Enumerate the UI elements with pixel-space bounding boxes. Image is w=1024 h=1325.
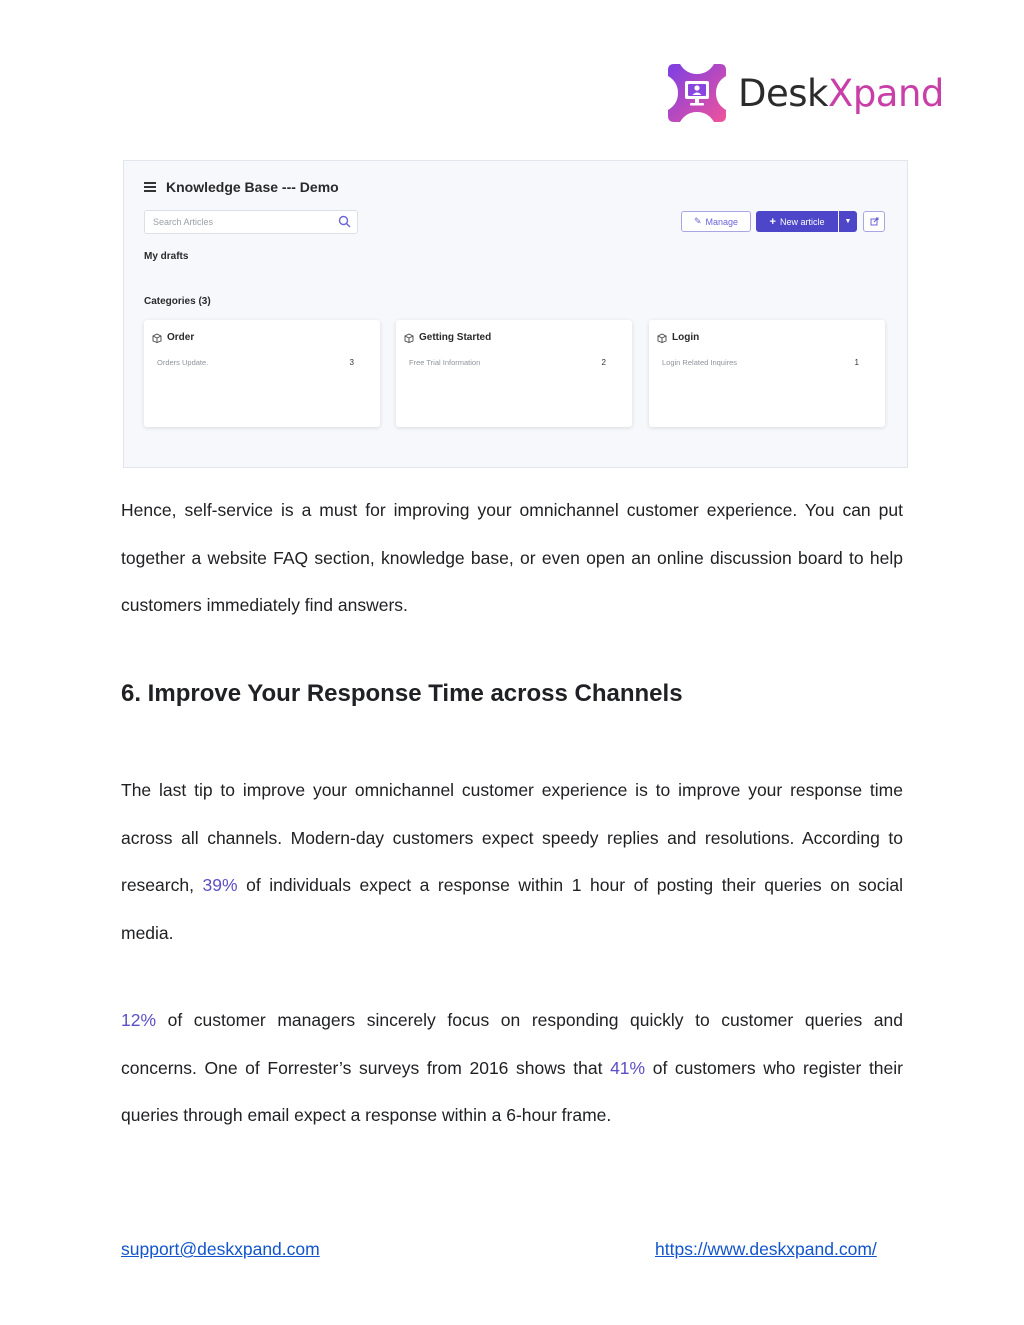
paragraph-response-time	[121, 767, 903, 957]
brand-logo	[664, 60, 944, 126]
search-icon[interactable]	[338, 215, 351, 228]
category-subtitle: Free Trial Information	[409, 358, 481, 367]
website-link[interactable]: https://www.deskxpand.com/	[655, 1239, 877, 1259]
category-subtitle: Login Related Inquires	[662, 358, 738, 367]
category-name: Order	[167, 332, 195, 343]
kb-header	[144, 179, 339, 195]
search-placeholder: Search Articles	[153, 217, 214, 227]
paragraph-customer-managers	[121, 997, 903, 1140]
knowledge-base-screenshot	[123, 160, 908, 468]
category-count: 3	[349, 358, 354, 367]
category-count: 2	[601, 358, 606, 367]
stat-12-percent[interactable]: 12%	[121, 1010, 157, 1030]
category-card-title	[152, 332, 194, 343]
category-name: Getting Started	[419, 332, 492, 343]
paragraph-text: The last tip to improve your omnichannel customer experience is to improve your response time across all channels. Modern-day customers expect speedy replies and resolutions. According to research,	[121, 780, 903, 895]
paragraph-text: of individuals expect a response within 1 hour of posting their queries on social media.	[121, 875, 903, 943]
support-email-link[interactable]: support@deskxpand.com	[121, 1239, 320, 1259]
hamburger-menu-icon[interactable]	[144, 182, 156, 192]
paragraph-self-service: Hence, self-service is a must for improving your omnichannel customer experience. You can put together a website FAQ section, knowledge base, or even open an online discussion board to help customers immediately find answers.	[121, 500, 903, 615]
new-article-dropdown-button[interactable]	[839, 211, 857, 232]
category-subtitle: Orders Update.	[157, 358, 209, 367]
search-input[interactable]	[144, 210, 358, 234]
brand-name	[738, 72, 944, 115]
category-count: 1	[854, 358, 859, 367]
category-card-getting-started[interactable]	[396, 320, 632, 427]
category-card-title	[657, 332, 699, 343]
box-icon	[657, 333, 667, 343]
section-heading: 6. Improve Your Response Time across Channels	[121, 680, 683, 707]
new-article-label: New article	[779, 216, 825, 227]
brand-name-xpand: Xpand	[827, 71, 944, 115]
my-drafts-label[interactable]: My drafts	[144, 251, 189, 262]
plus-icon: +	[769, 215, 776, 228]
category-card-login[interactable]	[649, 320, 885, 427]
manage-button-label: Manage	[705, 216, 739, 227]
manage-button[interactable]	[681, 211, 751, 232]
category-card-title	[404, 332, 491, 343]
new-article-button[interactable]	[756, 211, 838, 232]
brand-name-desk: Desk	[738, 71, 828, 115]
category-card-order[interactable]	[144, 320, 380, 427]
stat-39-percent[interactable]: 39%	[202, 875, 238, 895]
paragraph-text: of customer managers sincerely focus on responding quickly to customer queries and concerns. One of Forrester’s surveys from 2016 shows that	[121, 1010, 903, 1078]
pencil-icon: ✎	[693, 216, 702, 226]
external-link-icon	[870, 217, 879, 226]
paragraph-text: of customers who register their queries through email expect a response within a 6-hour frame.	[121, 1057, 903, 1125]
kb-title: Knowledge Base --- Demo	[166, 179, 339, 195]
caret-down-icon: ▼	[844, 218, 852, 225]
categories-label: Categories (3)	[144, 296, 211, 307]
stat-41-percent[interactable]: 41%	[610, 1057, 646, 1078]
external-link-button[interactable]	[863, 211, 885, 232]
category-name: Login	[672, 332, 700, 343]
box-icon	[404, 333, 414, 343]
deskxpand-logo-icon	[664, 60, 730, 126]
box-icon	[152, 333, 162, 343]
